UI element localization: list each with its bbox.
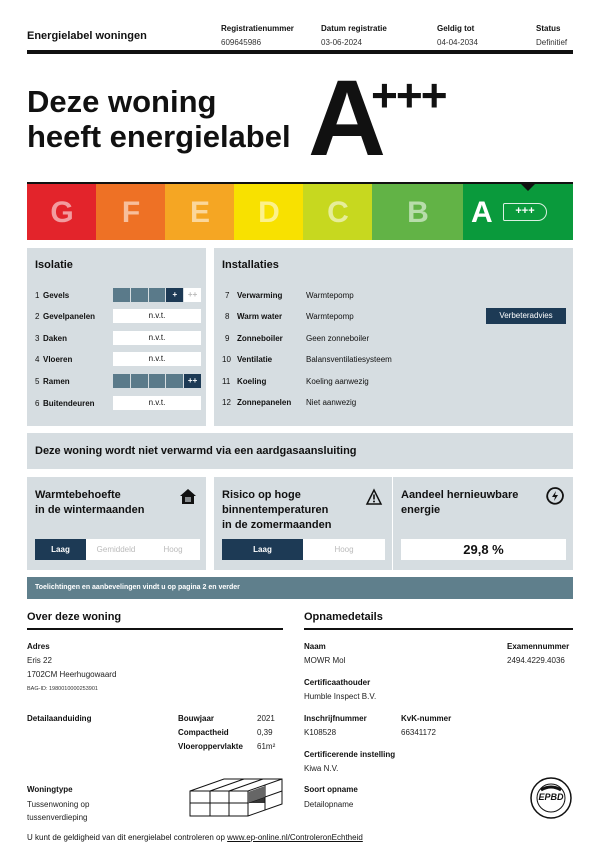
- risico-toggle: [222, 539, 385, 560]
- rating-cell: [113, 374, 130, 388]
- row-number: 9: [225, 334, 230, 343]
- risico-line3: in de zomermaanden: [222, 519, 332, 531]
- document-title: Energielabel woningen: [27, 30, 147, 42]
- compactheid-value: 0,39: [257, 728, 273, 737]
- status-block: [536, 24, 567, 47]
- row-number: 11: [222, 377, 231, 386]
- tip-bar: Toelichtingen en aanbevelingen vindt u op pagina 2 en verder: [27, 577, 573, 599]
- row-value: Geen zonneboiler: [306, 334, 370, 343]
- registratienummer-block: [221, 24, 294, 47]
- hernieuwbaar-title: [401, 488, 518, 518]
- warmtebehoefte-toggle: [35, 539, 200, 560]
- row-label: Verwarming: [237, 291, 283, 300]
- risico-line1: Risico op hoge: [222, 489, 301, 501]
- row-value: Balansventilatiesysteem: [306, 355, 392, 364]
- daken-value: n.v.t.: [113, 331, 201, 345]
- big-label-plus: +++: [371, 69, 446, 121]
- row-label: Zonneboiler: [237, 334, 283, 343]
- inschrijfnummer-value: K108528: [304, 728, 337, 737]
- rating-cell: [149, 288, 166, 302]
- vloeren-value: n.v.t.: [113, 352, 201, 366]
- thermometer-warning-icon: [364, 486, 384, 506]
- row-label: Ramen: [43, 377, 70, 386]
- scale-segment-g: [27, 184, 97, 240]
- scale-letter-d: D: [258, 196, 280, 229]
- row-number: 5: [35, 377, 40, 386]
- adres-line2: 1702CM Heerhugowaard: [27, 670, 117, 679]
- scale-segment-d: [234, 184, 304, 240]
- gevels-rating-bar: [113, 288, 201, 302]
- bag-id: BAG-ID: 1980010000253901: [27, 686, 98, 692]
- house-heat-icon: [178, 486, 198, 506]
- rating-cell-plusplus: ++: [184, 374, 201, 388]
- risico-title: [222, 488, 331, 533]
- geldig-label: Geldig tot: [437, 24, 475, 33]
- scale-letter-f: F: [121, 196, 141, 229]
- datum-value: 03-06-2024: [321, 38, 362, 47]
- geldig-value: 04-04-2034: [437, 38, 478, 47]
- gevelpanelen-value: n.v.t.: [113, 309, 201, 323]
- scale-segment-f: [96, 184, 166, 240]
- bouwjaar-label: Bouwjaar: [178, 714, 215, 723]
- footer-text: U kunt de geldigheid van dit energielabel controleren op: [27, 833, 225, 842]
- naam-label: Naam: [304, 642, 326, 651]
- row-label: Zonnepanelen: [237, 398, 292, 407]
- row-number: 4: [35, 355, 40, 364]
- hernieuwbaar-panel: [393, 477, 573, 570]
- building-type-diagram: [188, 776, 284, 822]
- verbeteradvies-button[interactable]: Verbeteradvies: [486, 308, 566, 324]
- certificaathouder-value: Humble Inspect B.V.: [304, 692, 377, 701]
- opname-title: Opnamedetails: [304, 611, 383, 623]
- headline-line2: heeft energielabel: [27, 119, 291, 154]
- kvk-value: 66341172: [401, 728, 436, 737]
- headline: [27, 84, 291, 154]
- geldig-block: [437, 24, 478, 47]
- ramen-rating-bar: [113, 374, 201, 388]
- soort-opname-label: Soort opname: [304, 785, 358, 794]
- status-value: Definitief: [536, 38, 568, 47]
- warmtebehoefte-line2: in de wintermaanden: [35, 504, 145, 516]
- row-label: Warm water: [237, 312, 283, 321]
- installaties-title: Installaties: [222, 259, 279, 271]
- row-number: 7: [225, 291, 230, 300]
- scale-plus-badge: +++: [503, 203, 547, 221]
- datum-label: Datum registratie: [321, 24, 387, 33]
- hernieuwbaar-line2: energie: [401, 504, 441, 516]
- instelling-value: Kiwa N.V.: [304, 764, 339, 773]
- isolatie-panel: [27, 248, 206, 426]
- adres-label: Adres: [27, 642, 50, 651]
- registratienummer-label: Registratienummer: [221, 24, 294, 33]
- scale-segment-c: [303, 184, 373, 240]
- examennummer-label: Examennummer: [507, 642, 570, 651]
- compactheid-label: Compactheid: [178, 728, 229, 737]
- scale-letter-c: C: [327, 196, 349, 229]
- rating-cell: [149, 374, 166, 388]
- scale-letter-current: A: [471, 196, 493, 229]
- gas-notice-text: Deze woning wordt niet verwarmd via een aardgasaansluiting: [35, 445, 357, 457]
- scale-letter-e: E: [189, 196, 210, 229]
- row-number: 12: [222, 398, 231, 407]
- row-label: Gevels: [43, 291, 70, 300]
- row-label: Buitendeuren: [43, 399, 95, 408]
- isolatie-title: Isolatie: [35, 259, 73, 271]
- option-laag: Laag: [222, 539, 303, 560]
- energy-scale: [27, 182, 573, 240]
- certificaathouder-label: Certificaathouder: [304, 678, 371, 687]
- datum-block: [321, 24, 387, 47]
- risico-panel: [214, 477, 392, 570]
- registratienummer-value: 609645986: [221, 38, 262, 47]
- examennummer-value: 2494.4229.4036: [507, 656, 565, 665]
- scale-letter-g: G: [50, 196, 74, 229]
- status-label: Status: [536, 24, 561, 33]
- warmtebehoefte-title: [35, 488, 144, 518]
- detailaanduiding-label: Detailaanduiding: [27, 714, 92, 723]
- row-label: Daken: [43, 334, 68, 343]
- risico-line2: binnentemperaturen: [222, 504, 329, 516]
- scale-segment-b: [372, 184, 464, 240]
- row-number: 10: [222, 355, 231, 364]
- warmtebehoefte-panel: [27, 477, 206, 570]
- footer-note: [27, 833, 363, 842]
- scale-segment-current: [463, 184, 573, 240]
- row-number: 2: [35, 312, 40, 321]
- row-number: 8: [225, 312, 230, 321]
- buitendeuren-value: n.v.t.: [113, 396, 201, 410]
- rating-cell-plus: +: [166, 288, 183, 302]
- row-value: Koeling aanwezig: [306, 377, 369, 386]
- headline-line1: Deze woning: [27, 84, 217, 119]
- rating-cell-plusplus: ++: [184, 288, 201, 302]
- kvk-label: KvK-nummer: [401, 714, 452, 723]
- naam-value: MOWR Mol: [304, 656, 346, 665]
- recycle-energy-icon: [545, 486, 565, 506]
- epbd-seal: [529, 776, 573, 820]
- row-value: Niet aanwezig: [306, 398, 357, 407]
- epbd-seal-text: EPBD: [538, 792, 564, 802]
- row-number: 6: [35, 399, 40, 408]
- inschrijfnummer-label: Inschrijfnummer: [304, 714, 367, 723]
- verification-link[interactable]: www.ep-online.nl/ControleronEchtheid: [227, 833, 363, 842]
- adres-line1: Eris 22: [27, 656, 52, 665]
- row-number: 1: [35, 291, 40, 300]
- over-woning-title: Over deze woning: [27, 611, 122, 623]
- rating-cell: [113, 288, 130, 302]
- rating-cell: [131, 374, 148, 388]
- row-label: Ventilatie: [237, 355, 273, 364]
- woningtype-line2: tussenverdieping: [27, 813, 88, 822]
- row-label: Vloeren: [43, 355, 73, 364]
- woningtype-line1: Tussenwoning op: [27, 800, 90, 809]
- current-label-caret: [521, 184, 535, 191]
- header-rule: [27, 50, 573, 54]
- big-label-letter: A: [308, 57, 384, 178]
- warmtebehoefte-line1: Warmtebehoefte: [35, 489, 121, 501]
- scale-segment-e: [165, 184, 235, 240]
- row-number: 3: [35, 334, 40, 343]
- row-label: Gevelpanelen: [43, 312, 96, 321]
- row-value: Warmtepomp: [306, 312, 354, 321]
- over-woning-rule: [27, 628, 283, 630]
- soort-opname-value: Detailopname: [304, 800, 354, 809]
- vloeroppervlakte-value: 61m²: [257, 742, 276, 751]
- vloeroppervlakte-label: Vloeroppervlakte: [178, 742, 243, 751]
- rating-cell: [166, 374, 183, 388]
- bouwjaar-value: 2021: [257, 714, 275, 723]
- hernieuwbaar-line1: Aandeel hernieuwbare: [401, 489, 519, 501]
- rating-cell: [131, 288, 148, 302]
- opname-rule: [304, 628, 573, 630]
- scale-letter-b: B: [407, 196, 429, 229]
- row-value: Warmtepomp: [306, 291, 354, 300]
- option-gemiddeld: Gemiddeld: [96, 545, 136, 554]
- option-hoog: Hoog: [334, 545, 354, 554]
- option-laag: Laag: [35, 539, 86, 560]
- instelling-label: Certificerende instelling: [304, 750, 396, 759]
- option-hoog: Hoog: [163, 545, 183, 554]
- gas-notice: [27, 433, 573, 469]
- hernieuwbaar-value: 29,8 %: [401, 539, 566, 560]
- row-label: Koeling: [237, 377, 267, 386]
- woningtype-label: Woningtype: [27, 785, 73, 794]
